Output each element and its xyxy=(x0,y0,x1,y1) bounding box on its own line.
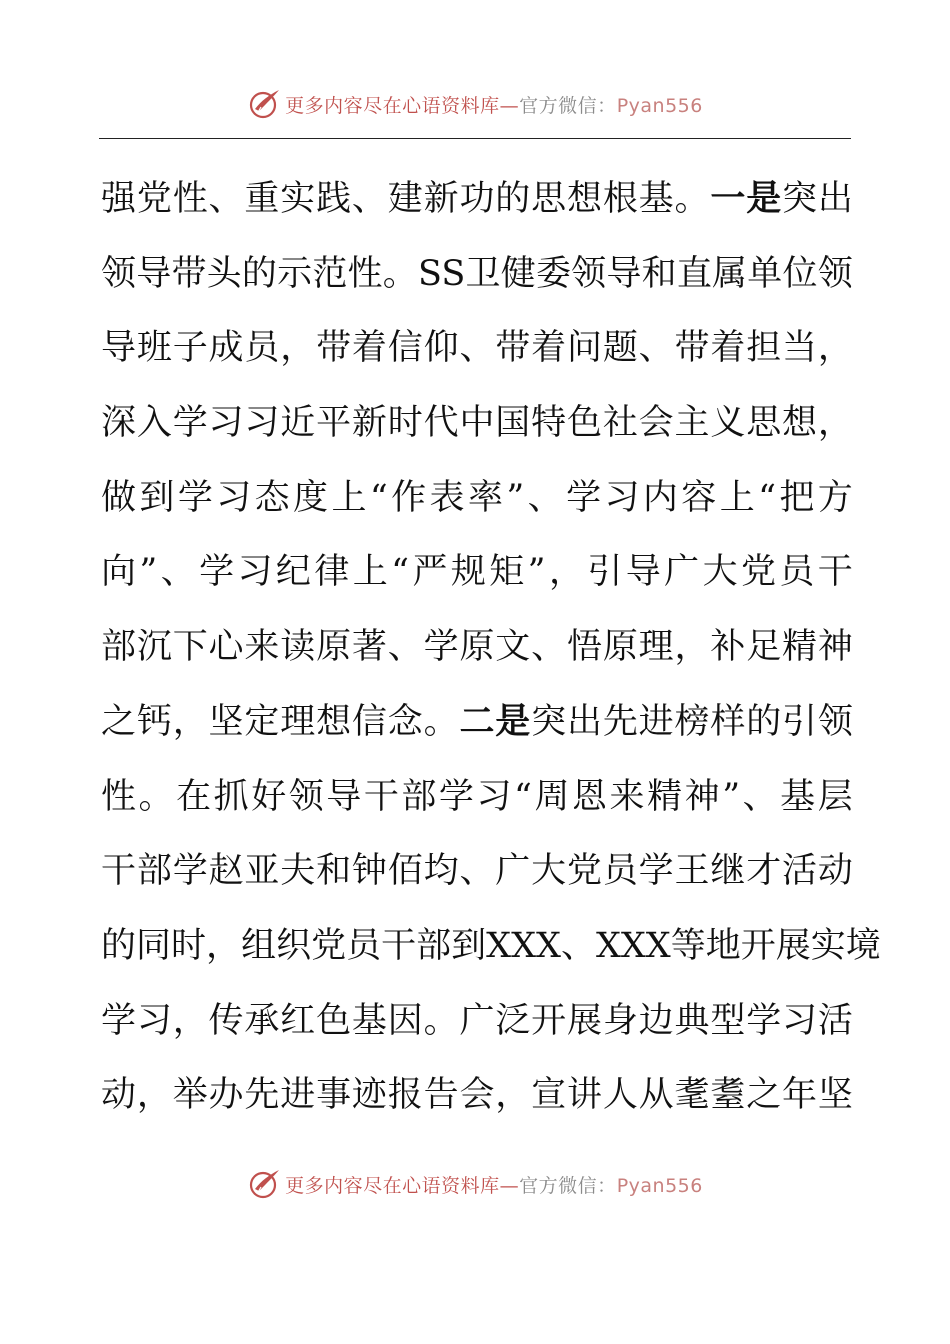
body-line: 领 导 带 头 的 示 范 性 。 SS 卫 健 委 领 导 和 直 属 单 位 领 xyxy=(101,253,853,294)
body-line: 部 沉 下 心 来 读 原 著 、 学 原 文 、 悟 原 理 ， 补 足 精 神 xyxy=(101,627,853,668)
body-line: 向 ” 、 学 习 纪 律 上 “ 严 规 矩 ” ， 引 导 广 大 党 员 干 xyxy=(101,552,853,593)
header-wechat-label: 官方微信： xyxy=(519,94,617,117)
header-divider xyxy=(99,138,851,139)
quill-logo-icon xyxy=(247,87,281,121)
footer-watermark xyxy=(0,1164,950,1204)
footer-wechat-id: Pyan556 xyxy=(616,1174,703,1197)
header-separator: — xyxy=(499,94,520,117)
body-line: 的 同 时 ， 组 织 党 员 干 部 到 XXX 、 XXX 等 地 开 展 实 境 xyxy=(101,925,881,966)
body-line: 之 钙 ， 坚 定 理 想 信 念 。 二 是 突 出 先 进 榜 样 的 引 领 xyxy=(101,701,853,742)
footer-brand-text: 更多内容尽在心语资料库 xyxy=(285,1174,500,1197)
footer-separator: — xyxy=(499,1174,520,1197)
header-watermark xyxy=(0,84,950,124)
header-wechat-id: Pyan556 xyxy=(616,94,703,117)
body-line: 性 。 在 抓 好 领 导 干 部 学 习 “ 周 恩 来 精 神 ” 、 基 层 xyxy=(101,776,853,817)
quill-logo-icon xyxy=(247,1167,281,1201)
body-line: 深 入 学 习 习 近 平 新 时 代 中 国 特 色 社 会 主 义 思 想 ， xyxy=(101,403,853,444)
body-line: 干 部 学 赵 亚 夫 和 钟 佰 均 、 广 大 党 员 学 王 继 才 活 动 xyxy=(101,851,853,892)
body-line: 学 习 ， 传 承 红 色 基 因 。 广 泛 开 展 身 边 典 型 学 习 活 xyxy=(101,1000,853,1041)
header-brand-text: 更多内容尽在心语资料库 xyxy=(285,94,500,117)
body-line: 导 班 子 成 员 ， 带 着 信 仰 、 带 着 问 题 、 带 着 担 当 ， xyxy=(101,328,853,369)
body-line: 动 ， 举 办 先 进 事 迹 报 告 会 ， 宣 讲 人 从 耄 耋 之 年 坚 xyxy=(101,1075,853,1116)
document-body xyxy=(101,162,881,1133)
body-line: 强 党 性 、 重 实 践 、 建 新 功 的 思 想 根 基 。 一 是 突 出 xyxy=(101,179,853,219)
footer-wechat-label: 官方微信： xyxy=(519,1174,617,1197)
body-line: 做 到 学 习 态 度 上 “ 作 表 率 ” 、 学 习 内 容 上 “ 把 方 xyxy=(101,477,853,518)
